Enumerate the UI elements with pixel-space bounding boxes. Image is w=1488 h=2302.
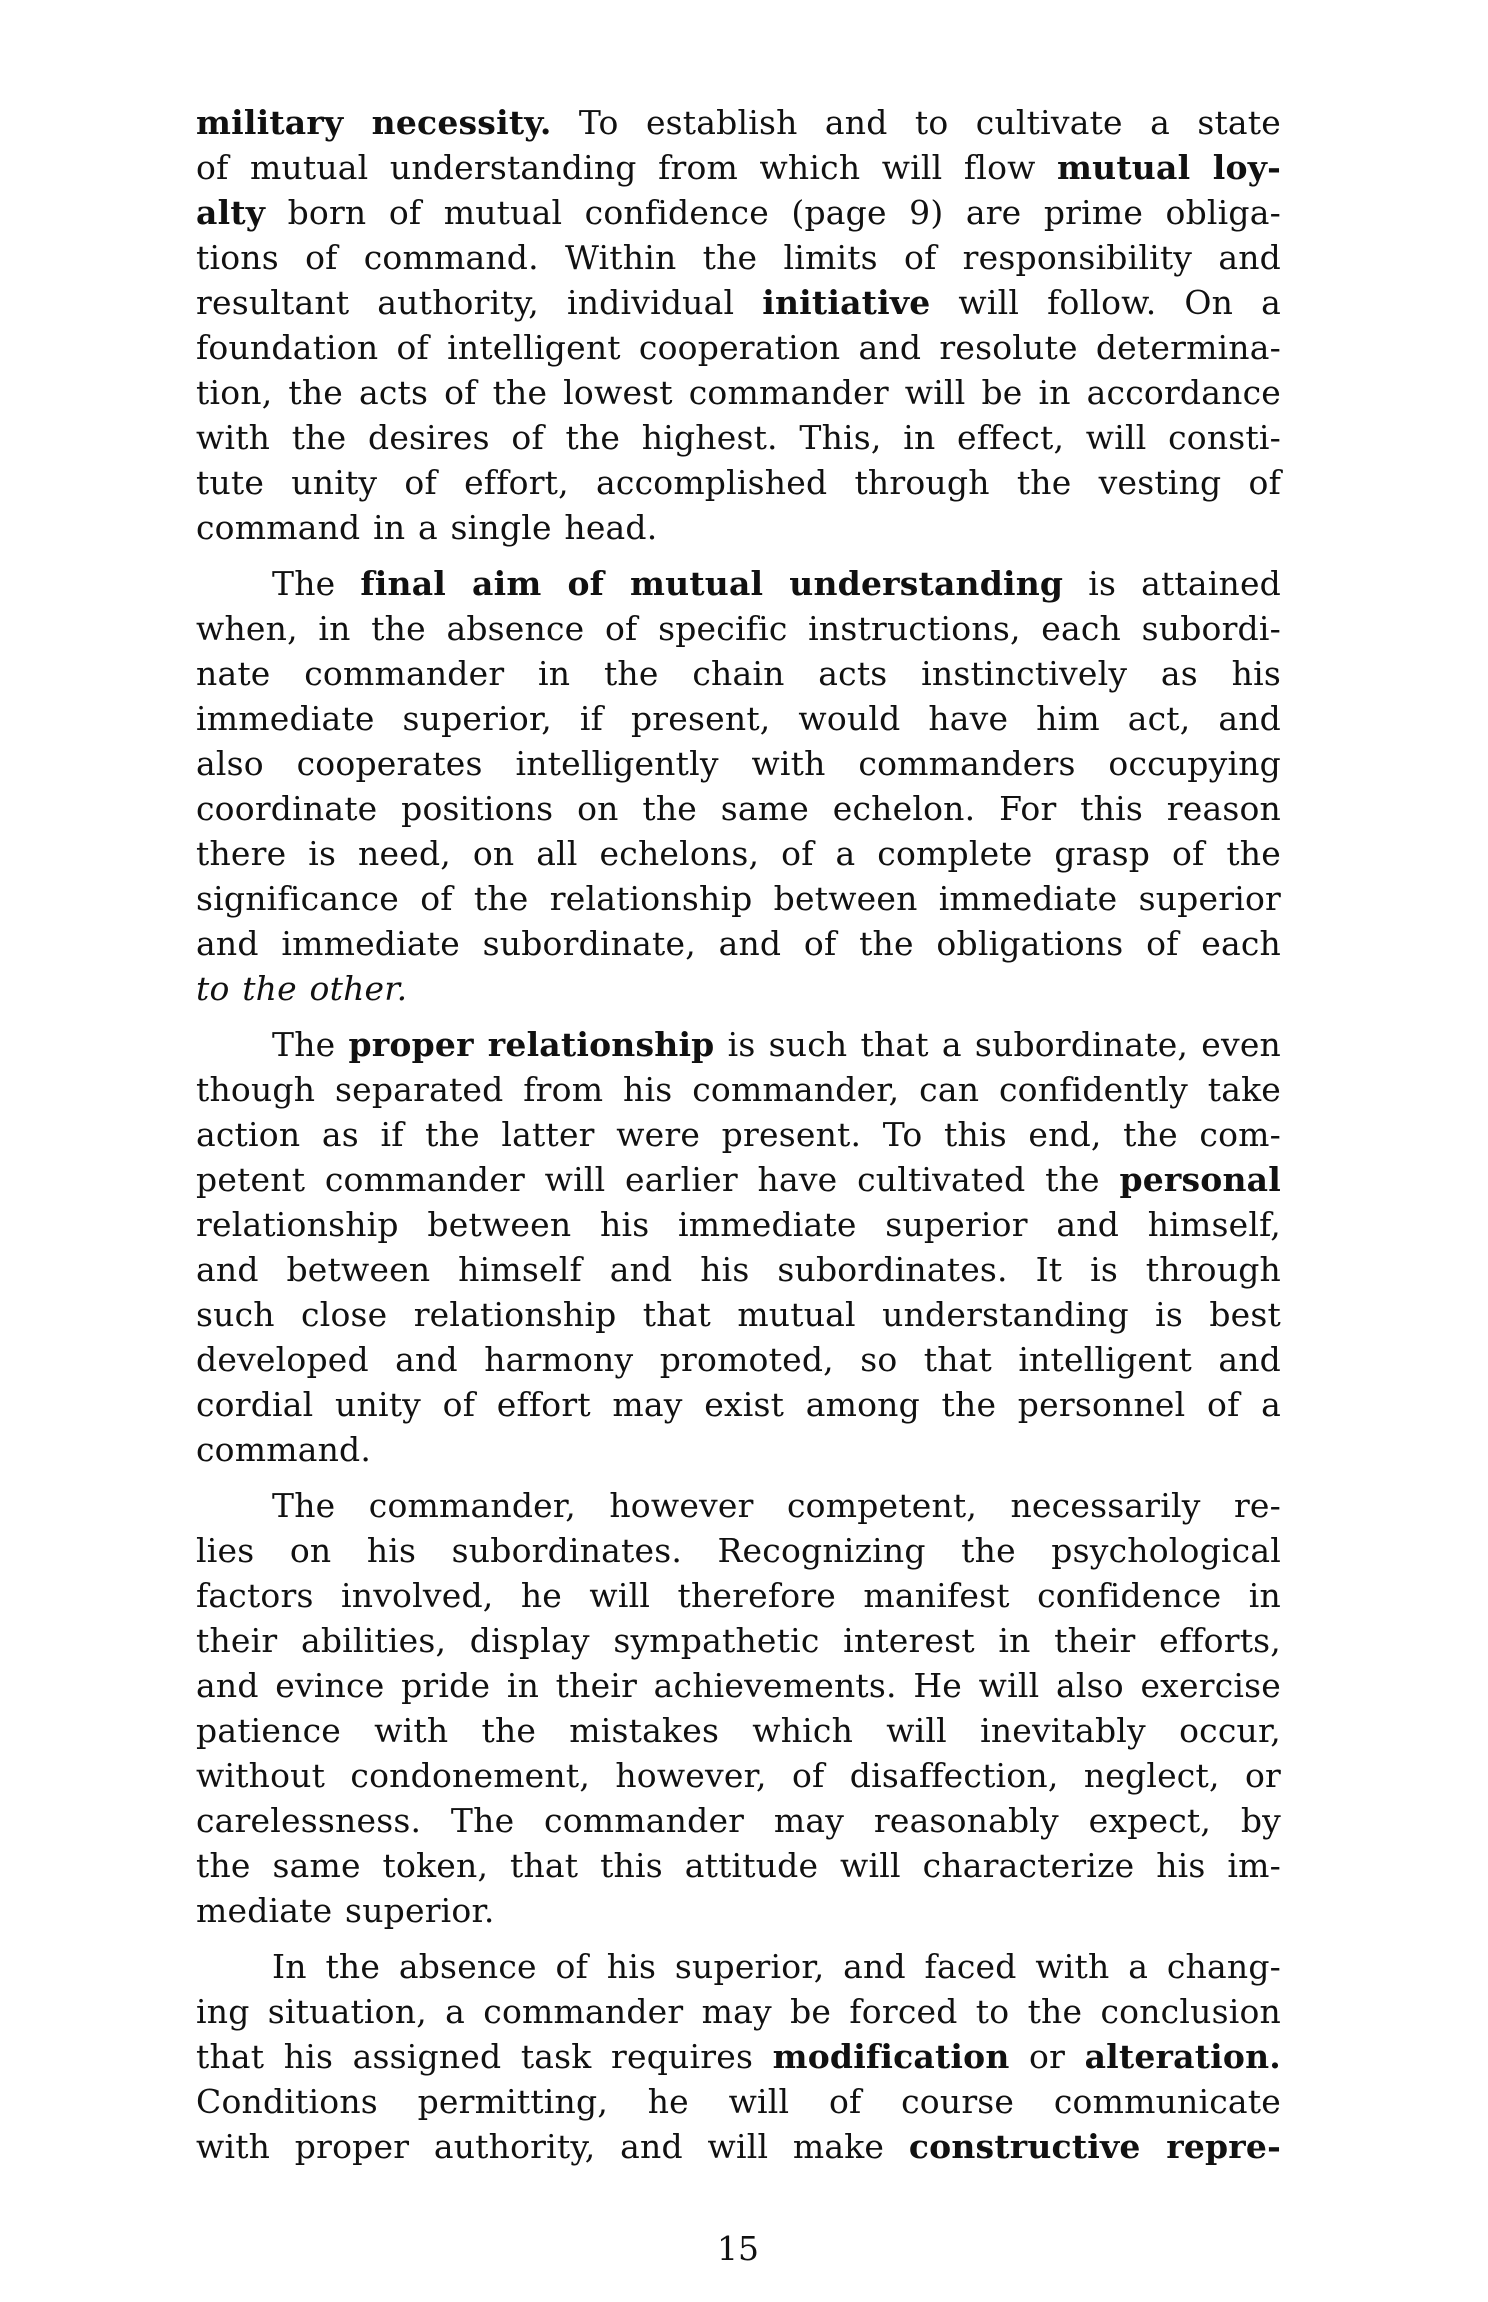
text-run: relationship between his immediate superior and himself, [196,1205,1281,1244]
page-number: 15 [717,2229,759,2268]
text-line [196,1337,1281,1382]
text-line [196,786,1281,831]
text-line [196,2034,1281,2079]
text-run: carelessness. The commander may reasonably expect, by [196,1801,1281,1840]
text-run: will follow. On a [930,283,1281,322]
bold-text: personal [1119,1160,1281,1199]
text-run: patience with the mistakes which will inevitably occur, [196,1711,1281,1750]
text-run: immediate superior, if present, would have him act, and [196,699,1281,738]
text-run: with the desires of the highest. This, in effect, will consti- [196,418,1281,457]
text-line [196,280,1281,325]
text-run: their abilities, display sympathetic interest in their efforts, [196,1621,1281,1660]
text-run: there is need, on all echelons, of a complete grasp of the [196,834,1281,873]
text-line [196,1753,1281,1798]
text-line [196,831,1281,876]
text-run: mediate superior. [196,1891,495,1930]
text-line [196,966,1281,1011]
text-run: though separated from his commander, can confidently take [196,1070,1281,1109]
italic-text: to the other. [196,969,408,1008]
body-text [196,100,1281,2180]
text-line [196,325,1281,370]
bold-text: modification [772,2037,1010,2076]
text-run: tute unity of effort, accomplished through the vesting of [196,463,1281,502]
text-run: The [272,564,361,603]
text-run: lies on his subordinates. Recognizing the psychological [196,1531,1281,1570]
text-line [196,1022,1281,1067]
text-line [196,1112,1281,1157]
text-run: petent commander will earlier have cultivated the [196,1160,1120,1199]
text-line [196,1798,1281,1843]
text-run: when, in the absence of specific instructions, each subordi- [196,609,1281,648]
text-run: and between himself and his subordinates. It is through [196,1250,1281,1289]
text-line [196,1888,1281,1933]
text-line [196,1708,1281,1753]
text-run: Conditions permitting, he will of course communicate [196,2082,1281,2121]
bold-text: constructive repre- [908,2127,1281,2166]
text-run: nate commander in the chain acts instinctively as his [196,654,1281,693]
bold-text: alty [196,193,266,232]
text-run: significance of the relationship between immediate superior [196,879,1281,918]
text-line [196,190,1281,235]
text-run: and immediate subordinate, and of the obligations of each [196,924,1281,963]
text-run: and evince pride in their achievements. He will also exercise [196,1666,1281,1705]
text-line [196,145,1281,190]
text-line [196,1382,1281,1427]
text-line [196,1247,1281,1292]
text-run: is such that a subordinate, even [714,1025,1282,1064]
bold-text: final aim of mutual understanding [360,564,1064,603]
text-run: such close relationship that mutual understanding is best [196,1295,1281,1334]
text-run: command. [196,1430,372,1469]
text-line [196,1573,1281,1618]
text-run: resultant authority, individual [196,283,763,322]
text-line [196,876,1281,921]
text-line [196,1202,1281,1247]
text-line [196,235,1281,280]
text-run: factors involved, he will therefore manifest confidence in [196,1576,1281,1615]
text-line [196,651,1281,696]
paragraph [196,561,1281,1011]
text-line [196,921,1281,966]
text-line [196,1663,1281,1708]
text-line [196,1483,1281,1528]
text-line [196,460,1281,505]
text-line [196,370,1281,415]
text-run: In the absence of his superior, and faced with a chang- [272,1947,1281,1986]
bold-text: military necessity. [196,103,552,142]
bold-text: proper relationship [348,1025,715,1064]
text-run: is attained [1063,564,1281,603]
text-line [196,2079,1281,2124]
text-line [196,696,1281,741]
text-run: The [272,1025,349,1064]
text-run: tion, the acts of the lowest commander will be in accordance [196,373,1281,412]
text-line [196,1989,1281,2034]
text-line [196,2124,1281,2169]
text-line [196,1427,1281,1472]
text-run: To establish and to cultivate a state [551,103,1281,142]
text-run: of mutual understanding from which will flow [196,148,1058,187]
text-line [196,606,1281,651]
text-line [196,100,1281,145]
text-run: born of mutual confidence (page 9) are prime obliga- [265,193,1281,232]
text-line [196,415,1281,460]
text-line [196,1292,1281,1337]
bold-text: alteration. [1084,2037,1281,2076]
text-run: without condonement, however, of disaffection, neglect, or [196,1756,1281,1795]
bold-text: initiative [762,283,931,322]
text-run: The commander, however competent, necessarily re- [272,1486,1281,1525]
text-run: also cooperates intelligently with commanders occupying [196,744,1281,783]
text-run: coordinate positions on the same echelon. For this reason [196,789,1281,828]
text-line [196,741,1281,786]
text-run: developed and harmony promoted, so that intelligent and [196,1340,1281,1379]
paragraph [196,1022,1281,1472]
paragraph [196,1944,1281,2169]
text-run: foundation of intelligent cooperation and resolute determina- [196,328,1281,367]
text-run: command in a single head. [196,508,658,547]
text-line [196,1944,1281,1989]
paragraph [196,100,1281,550]
text-run: cordial unity of effort may exist among the personnel of a [196,1385,1281,1424]
text-line [196,505,1281,550]
text-line [196,1067,1281,1112]
text-run: ing situation, a commander may be forced to the conclusion [196,1992,1281,2031]
text-line [196,1528,1281,1573]
text-line [196,1843,1281,1888]
text-run: or [1009,2037,1085,2076]
text-line [196,1618,1281,1663]
text-run: the same token, that this attitude will characterize his im- [196,1846,1281,1885]
text-run: tions of command. Within the limits of responsibility and [196,238,1281,277]
bold-text: mutual loy- [1057,148,1281,187]
text-run: that his assigned task requires [196,2037,773,2076]
text-line [196,1157,1281,1202]
text-run: with proper authority, and will make [196,2127,909,2166]
text-line [196,561,1281,606]
text-run: action as if the latter were present. To this end, the com- [196,1115,1281,1154]
paragraph [196,1483,1281,1933]
